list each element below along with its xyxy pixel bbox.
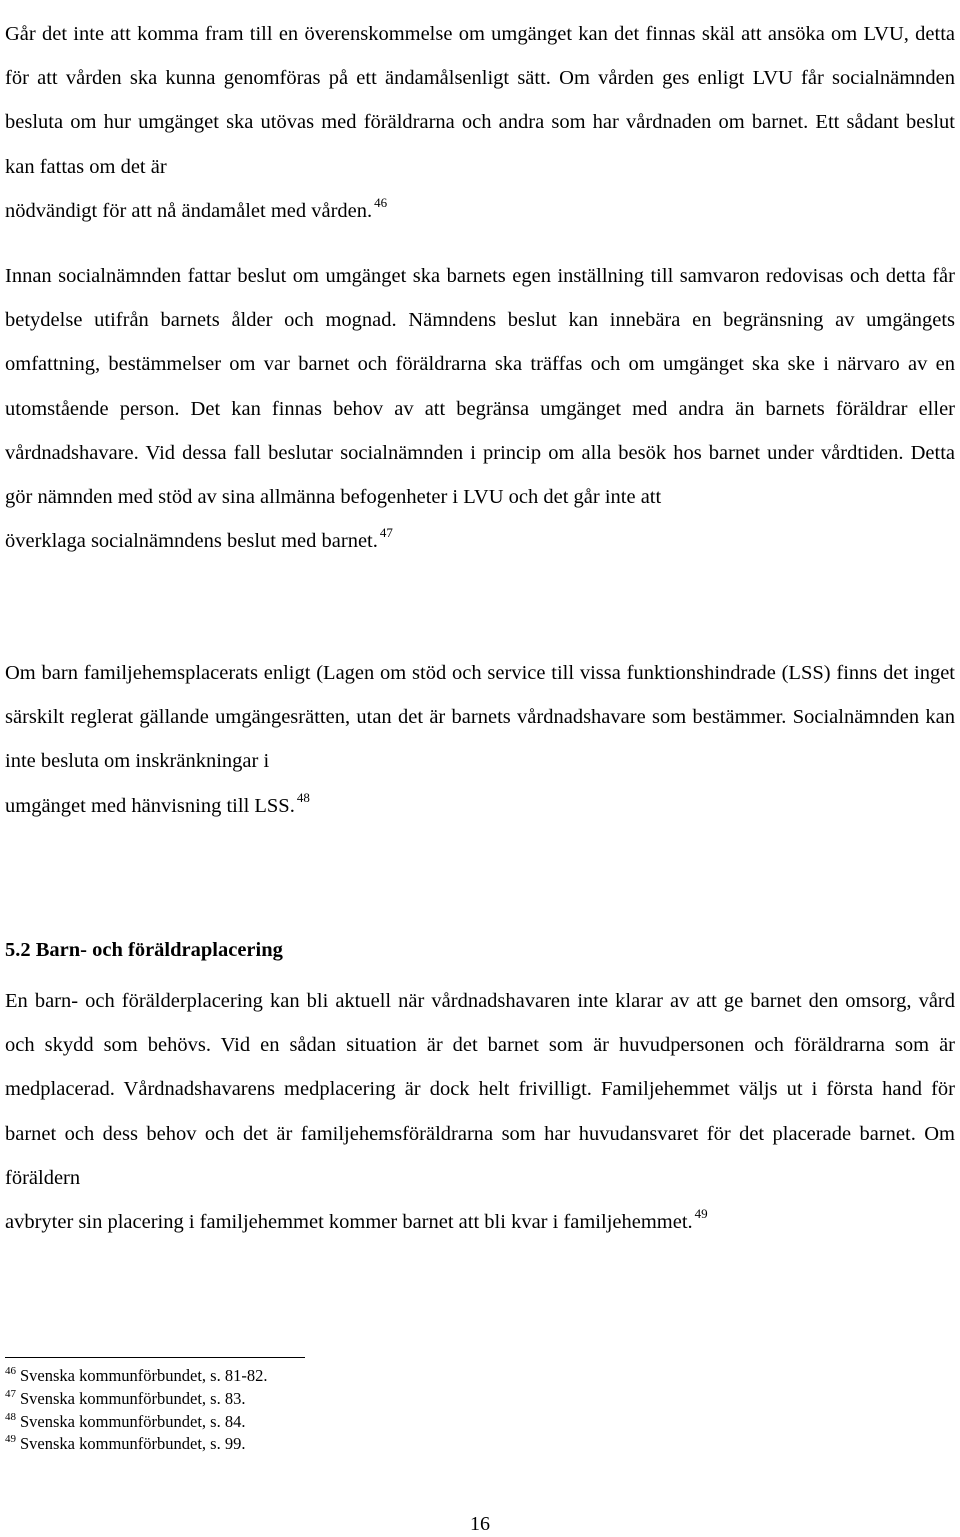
paragraph-text: Innan socialnämnden fattar beslut om umgänget ska barnets egen inställning till samvaron redovisas och detta får betydelse utifrån barnets ålder och mognad. Nämndens beslut kan innebära en begränsning av umgängets omfattning, bestämmelser om var barnet och föräldrarna ska träffas och om umgänget ska ske i närvaro av en utomstående person. Det kan finnas behov av att begränsa umgänget med andra än barnets föräldrar eller vårdnadshavare. Vid dessa fall beslutar socialnämnden i princip om alla besök hos barnet under vårdtiden. Detta gör nämnden med stöd av sina allmänna befogenheter i LVU och det går inte att — [5, 265, 955, 509]
footnote-item: $^{46}$ Svenska kommunförbundet, s. 81-82. — [5, 1365, 268, 1385]
footnote-ref-49: 49 — [694, 1206, 708, 1222]
paragraph-last-line: avbryter sin placering i familjehemmet kommer barnet att bli kvar i familjehemmet. $^{49}$ — [5, 1206, 708, 1234]
footnote-item: $^{49}$ Svenska kommunförbundet, s. 99. — [5, 1433, 246, 1454]
footnotes-list — [5, 1365, 267, 1456]
paragraph-barn-och-foraldraplacering — [5, 979, 955, 1244]
paragraph-last-line: överklaga socialnämndens beslut med barnet. $^{47}$ — [5, 525, 393, 553]
footnote-ref-48: 48 — [296, 789, 310, 805]
paragraph-last-line: umgänget med hänvisning till LSS. $^{48}$ — [5, 789, 310, 817]
paragraph-text: Om barn familjehemsplacerats enligt (Lagen om stöd och service till vissa funktionshindrade (LSS) finns det inget särskilt reglerat gällande umgängesrätten, utan det är barnets vårdnadshavare som bestämmer. Socialnämnden kan inte besluta om inskränkningar i — [5, 662, 955, 773]
paragraph-socialnamnden-beslut — [5, 254, 955, 563]
footnote-item: $^{48}$ Svenska kommunförbundet, s. 84. — [5, 1410, 246, 1431]
paragraph-text: En barn- och förälderplacering kan bli aktuell när vårdnadshavaren inte klarar av att ge barnet den omsorg, vård och skydd som behövs. Vid en sådan situation är det barnet som är huvudpersonen och föräldrarna som är medplacerad. Vårdnadshavarens medplacering är dock helt frivilligt. Familjehemmet väljs ut i första hand för barnet och dess behov och det är familjehemsföräldrarna som har huvudansvaret för det placerade barnet. Om föräldern — [5, 990, 955, 1189]
footnote-ref-46: 46 — [374, 194, 388, 210]
section-heading: 5.2 Barn- och föräldraplacering — [5, 939, 283, 961]
footnote-separator — [5, 1357, 305, 1358]
footnote-item: $^{47}$ Svenska kommunförbundet, s. 83. — [5, 1387, 246, 1408]
page-number: 16 — [470, 1513, 490, 1535]
paragraph-last-line: nödvändigt för att nå ändamålet med vården. $^{46}$ — [5, 194, 388, 222]
paragraph-text: Går det inte att komma fram till en överenskommelse om umgänget kan det finnas skäl att ansöka om LVU, detta för att vården ska kunna genomföras på ett ändamålsenligt sätt. Om vården ges enligt LVU får socialnämnden besluta om hur umgänget ska utövas med föräldrarna och andra som har vårdnaden om barnet. Ett sådant beslut kan fattas om det är — [5, 23, 955, 178]
footnote-ref-47: 47 — [379, 525, 393, 541]
paragraph-lss — [5, 651, 955, 828]
paragraph-lvu-umgange — [5, 12, 955, 233]
